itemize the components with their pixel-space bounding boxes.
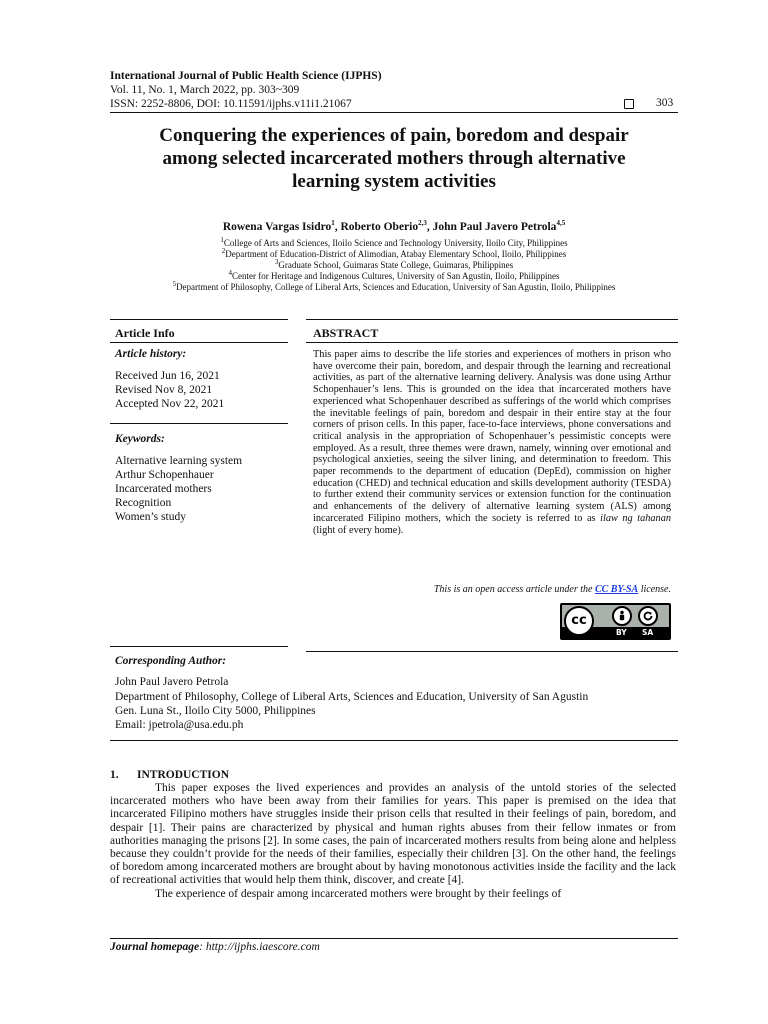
keyword-item: Recognition [115, 497, 172, 509]
cc-sa-label: SA [642, 628, 654, 637]
paper-title [110, 124, 678, 193]
affiliation-sup: 2 [221, 247, 226, 255]
corresponding-author-heading: Corresponding Author: [115, 655, 227, 667]
article-info-heading: Article Info [115, 326, 175, 340]
abstract-sub-rule [306, 342, 678, 343]
share-alike-icon [638, 606, 658, 626]
paragraph: The experience of despair among incarcerated mothers were brought by their feelings of [155, 887, 562, 900]
keyword-item: Incarcerated mothers [115, 483, 212, 495]
abstract-italic-term: ilaw ng tahanan [600, 512, 671, 524]
cc-by-sa-badge[interactable] [560, 603, 671, 640]
revised-date: Revised Nov 8, 2021 [115, 384, 213, 396]
corresponding-author-name: John Paul Javero Petrola [115, 676, 229, 688]
cc-logo-icon: cc [564, 606, 594, 636]
affiliation-sup: 1 [220, 236, 224, 244]
person-icon [612, 606, 632, 626]
author-sep: , [426, 220, 433, 233]
page-box-icon [624, 99, 634, 109]
affiliation-text: Graduate School, Guimaras State College, Guimaras, Philippines [278, 260, 514, 270]
author-sup: 4,5 [556, 219, 566, 227]
author-name: John Paul Javero Petrola [432, 220, 557, 233]
received-date: Received Jun 16, 2021 [115, 370, 220, 382]
affiliation-text: Department of Education-District of Alimodian, Atabay Elementary School, Iloilo, Philippines [225, 249, 567, 259]
keyword-item: Alternative learning system [115, 455, 243, 467]
accepted-date: Accepted Nov 22, 2021 [115, 398, 225, 410]
author-name: Roberto Oberio [340, 220, 419, 233]
author-sup: 1 [331, 219, 335, 227]
corresponding-author-email: Email: jpetrola@usa.edu.ph [115, 719, 244, 731]
article-info-bottom-rule [110, 646, 288, 647]
abstract-body [313, 349, 671, 536]
affiliation [110, 279, 678, 293]
author-sup: 2,3 [418, 219, 427, 227]
corresponding-author-department: Department of Philosophy, College of Liberal Arts, Sciences and Education, University of San Agustin [115, 691, 589, 703]
footer-divider [110, 938, 678, 939]
page-number: 303 [656, 97, 674, 109]
abstract-text: This paper aims to describe the life stories and experiences of mothers in prison who have overcome their pain, boredom, and despair through the learning and recreational activities, as part of the alternative learning delivery. Analysis was done using Arthur Schopenhauer’s lens. This is grounded on the idea that incarcerated mothers have experienced what Schopenhauer described as sufferings of the world which comprises the inevitable feelings of pain, boredom and despair in their entire stay at the four corners of prison cells. In this paper, face-to-face interviews, phone conversations and critical analysis in the appropriation of Schopenhauer’s pessimistic concepts were employed. As a result, three themes were drawn, namely, winning over emotional and psychological anxieties, seeing the silver lining, and determination to freedom. This paper recommends to the department of education (DepEd), commission on higher education (CHED) and technical education and skills development authority (TESDA) to further extend their community services or extension function for the continuation and enhancements of the delivery of alternative learning system (ALS) among incarcerated Filipino mothers, which the society is referred to as [313, 349, 671, 524]
section-title: INTRODUCTION [137, 769, 230, 781]
corresponding-author-address: Gen. Luna St., Iloilo City 5000, Philippines [115, 705, 316, 717]
journal-homepage [110, 941, 320, 953]
journal-volume: Vol. 11, No. 1, March 2022, pp. 303~309 [110, 84, 300, 96]
corresponding-bottom-rule [110, 740, 678, 741]
author-name: Rowena Vargas Isidro [222, 220, 332, 233]
affiliation-sup: 3 [274, 258, 279, 266]
affiliation-sup: 5 [172, 280, 177, 288]
abstract-text-end: (light of every home). [313, 524, 404, 536]
affiliation-text: College of Arts and Sciences, Iloilo Science and Technology University, Iloilo City, Philippines [223, 238, 568, 248]
abstract-top-rule [306, 319, 678, 320]
keyword-item: Women’s study [115, 511, 186, 523]
article-history-heading: Article history: [115, 348, 187, 360]
cc-by-sa-link[interactable]: CC BY-SA [594, 584, 639, 595]
introduction-heading [110, 769, 229, 781]
license-prefix: This is an open access article under the [433, 584, 595, 595]
keywords-rule [110, 423, 288, 424]
keywords-heading: Keywords: [115, 433, 165, 445]
abstract-bottom-rule [306, 651, 678, 652]
author-sep: , [334, 220, 341, 233]
header-divider [110, 112, 678, 113]
abstract-heading: ABSTRACT [313, 326, 379, 340]
title-line: Conquering the experiences of pain, boredom and despair [159, 125, 629, 146]
journal-name: International Journal of Public Health Science (IJPHS) [110, 70, 382, 82]
keyword-item: Arthur Schopenhauer [115, 469, 214, 481]
section-number: 1. [110, 769, 119, 781]
affiliation-sup: 4 [228, 269, 233, 277]
article-info-sub-rule [110, 342, 288, 343]
title-line: learning system activities [292, 171, 496, 192]
affiliation-text: Department of Philosophy, College of Liberal Arts, Sciences and Education, University of San Agustin, Iloilo, Philippines [176, 282, 616, 292]
affiliation-text: Center for Heritage and Indigenous Cultures, University of San Agustin, Iloilo, Philippines [232, 271, 560, 281]
author-list [110, 219, 678, 233]
introduction-body [110, 782, 676, 901]
paragraph: This paper exposes the lived experiences and provides an analysis of the untold stories of the selected incarcerated mothers who have been away from their families for years. This paper is premised on the idea that incarcerated Filipino mothers have struggles inside their prison cells that resulted in their feelings of pain, boredom, and despair [1]. Their pains are characterized by physical and human rights abuses from their fellow inmates or from authorities managing the prisons [2]. In some cases, the pain of incarcerated mothers results from being alone and helpless because they couldn’t provide for the needs of their families, especially their children [3]. On the other hand, the feelings of boredom among incarcerated mothers are brought about by having monotonous activities inside the facility and the lack of recreational activities that would help them think, discover, and create [4]. [110, 782, 676, 887]
homepage-label: Journal homepage [110, 941, 200, 953]
cc-by-label: BY [616, 628, 627, 637]
journal-issn-doi: ISSN: 2252-8806, DOI: 10.11591/ijphs.v11i1.21067 [110, 98, 352, 110]
article-info-top-rule [110, 319, 288, 320]
license-suffix: license. [638, 584, 671, 595]
license-note [313, 584, 671, 595]
title-line: among selected incarcerated mothers through alternative [162, 148, 626, 169]
homepage-url[interactable]: : http://ijphs.iaescore.com [199, 941, 320, 953]
